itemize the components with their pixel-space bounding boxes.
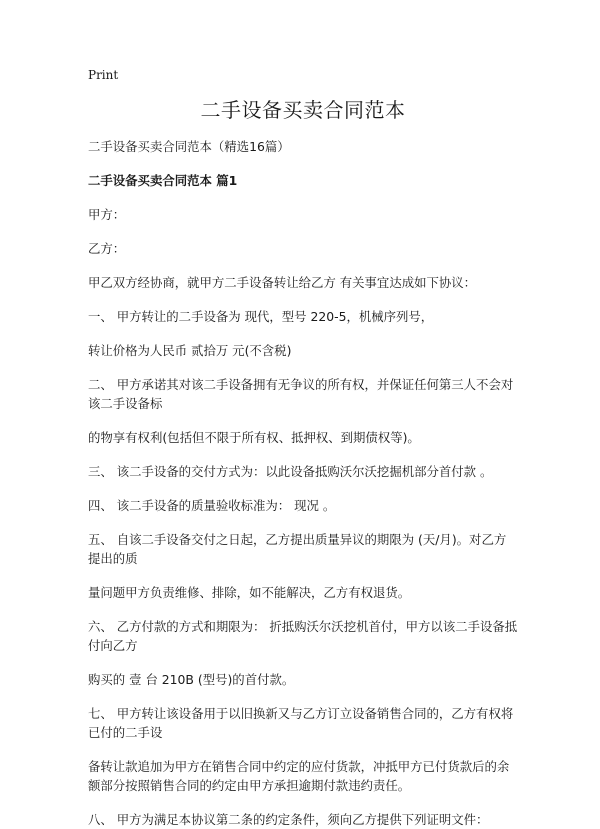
contract-paragraph: 四、 该二手设备的质量验收标准为： 现况 。 bbox=[88, 498, 336, 513]
document-subtitle: 二手设备买卖合同范本（精选16篇） bbox=[88, 139, 290, 154]
contract-paragraph: 量问题甲方负责维修、排除，如不能解决，乙方有权退货。 bbox=[88, 585, 411, 600]
contract-paragraph: 转让价格为人民币 贰拾万 元(不含税) bbox=[88, 343, 292, 358]
party-b-line: 乙方： bbox=[88, 241, 126, 256]
party-a-line: 甲方： bbox=[88, 207, 126, 222]
contract-paragraph: 的物享有权利(包括但不限于所有权、抵押权、到期债权等)。 bbox=[88, 430, 420, 445]
document-title: 二手设备买卖合同范本 bbox=[200, 98, 406, 122]
contract-paragraph: 七、 甲方转让该设备用于以旧换新又与乙方订立设备销售合同的，乙方有权将已付的二手设 bbox=[88, 706, 514, 740]
print-label: Print bbox=[88, 68, 119, 82]
contract-paragraph: 一、 甲方转让的二手设备为 现代，型号 220-5，机械序列号， bbox=[88, 309, 434, 324]
contract-paragraph: 三、 该二手设备的交付方式为：以此设备抵购沃尔沃挖掘机部分首付款 。 bbox=[88, 464, 493, 479]
contract-paragraph: 购买的 壹 台 210B (型号)的首付款。 bbox=[88, 672, 295, 687]
contract-paragraph: 六、 乙方付款的方式和期限为： 折抵购沃尔沃挖机首付，甲方以该二手设备抵付向乙方 bbox=[88, 619, 518, 653]
contract-paragraph: 八、 甲方为满足本协议第二条的约定条件，须向乙方提供下列证明文件： bbox=[88, 812, 489, 827]
contract-paragraph: 甲乙双方经协商，就甲方二手设备转让给乙方 有关事宜达成如下协议： bbox=[88, 275, 477, 290]
contract-paragraph: 备转让款追加为甲方在销售合同中约定的应付货款，冲抵甲方已付货款后的余额部分按照销售合同的约定由甲方承担逾期付款违约责任。 bbox=[88, 759, 510, 793]
contract-paragraph: 二、 甲方承诺其对该二手设备拥有无争议的所有权，并保证任何第三人不会对该二手设备标 bbox=[88, 377, 514, 411]
contract-paragraph: 五、 自该二手设备交付之日起，乙方提出质量异议的期限为 (天/月)。对乙方提出的质 bbox=[88, 532, 507, 566]
section-heading: 二手设备买卖合同范本 篇1 bbox=[88, 173, 238, 188]
